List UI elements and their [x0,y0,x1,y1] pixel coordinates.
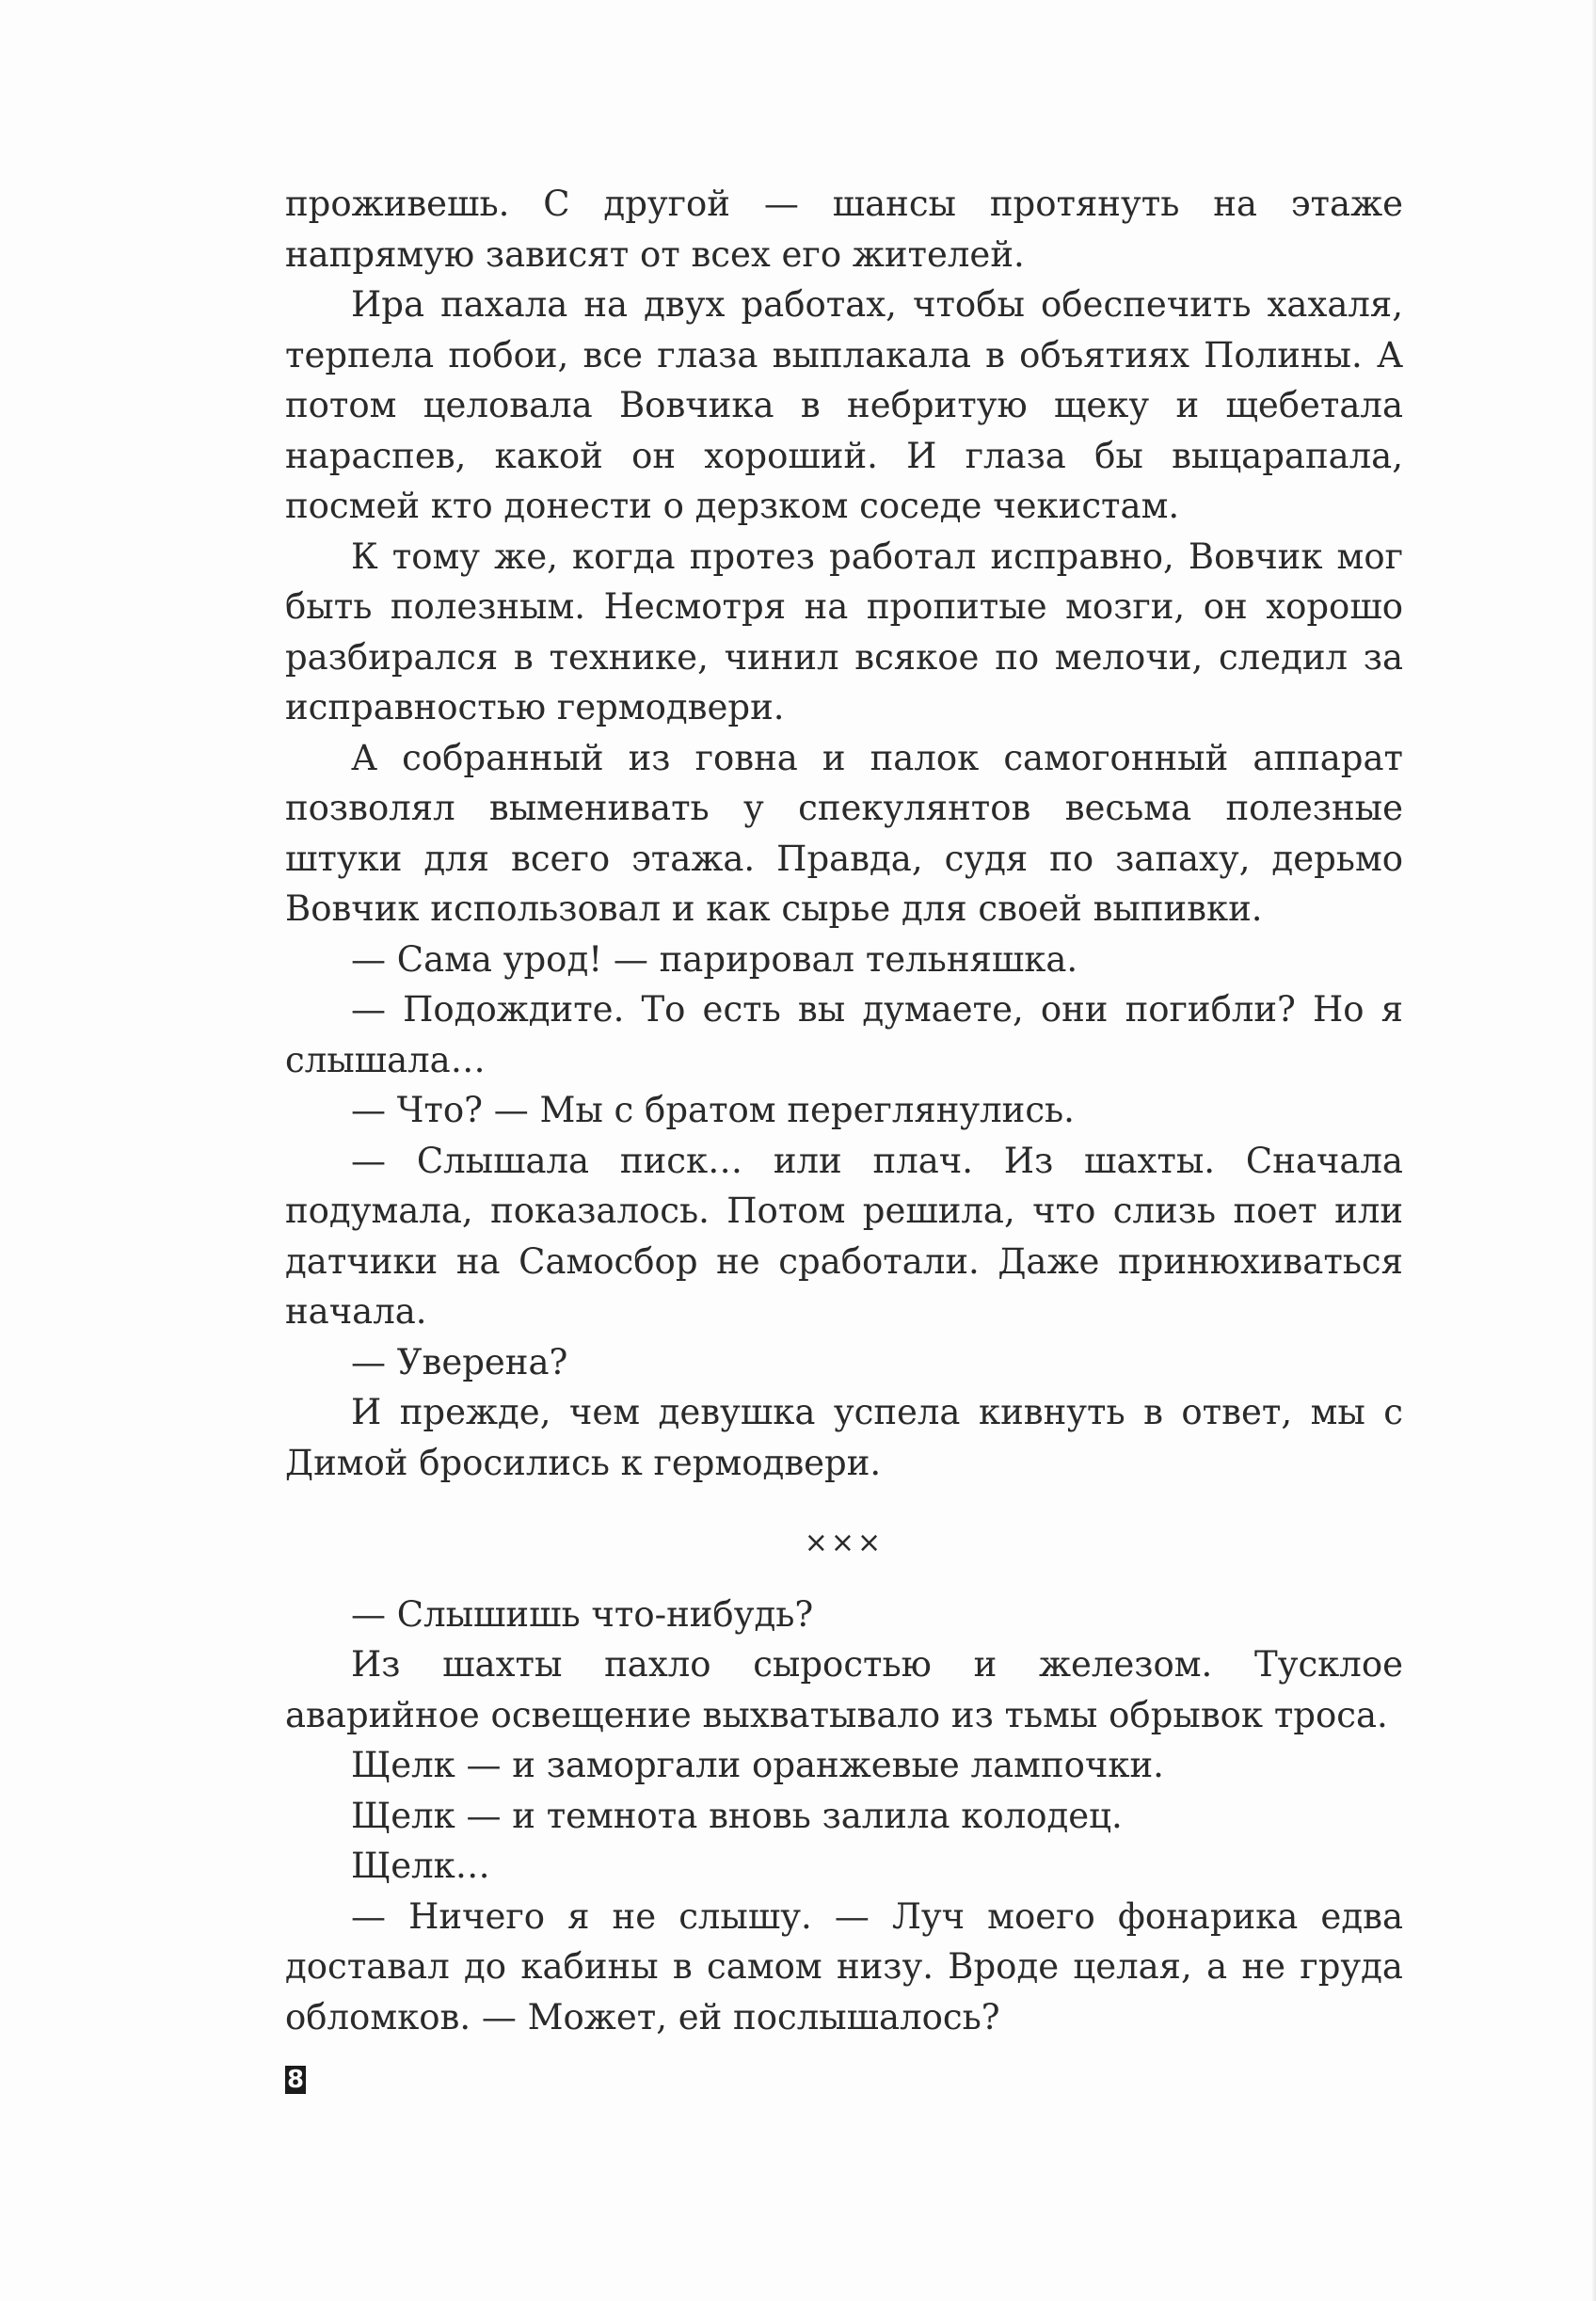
dialogue-line: — Что? — Мы с братом переглянулись. [351,1090,1075,1130]
page-edge [1592,0,1596,2301]
paragraph: И прежде, чем девушка успела кивнуть в ответ, мы с Димой бросились к гермодвери. [285,1392,1403,1483]
dialogue-line: — Уверена? [351,1341,568,1382]
paragraph: Из шахты пахло сыростью и железом. Тусклое аварийное освещение выхватывало из тьмы обрывок троса. [285,1644,1403,1735]
paragraph: Ира пахала на двух работах, чтобы обеспечить хахаля, терпела побои, все глаза выплакала в объятиях Полины. А потом целовала Вовчика в небритую щеку и щебетала нараспев, какой он хороший. И глаза бы выцарапала, посмей кто донести о дерзком соседе чекистам. [285,284,1403,526]
page-number: 8 [286,2066,305,2094]
dialogue-line: — Подождите. То есть вы думаете, они погибли? Но я слышала… [285,989,1403,1080]
dialogue-line: — Сама урод! — парировал тельняшка. [351,938,1078,980]
dialogue-line: — Слышала писк… или плач. Из шахты. Сначала подумала, показалось. Потом решила, что слизь поет или датчики на Самосбор не сработали. Даже принюхиваться начала. [285,1140,1403,1332]
section-break-marker: ××× [804,1526,885,1559]
paragraph: проживешь. С другой — шансы протянуть на этаже напрямую зависят от всех его жителей. [285,184,1403,275]
paragraph: Щелк… [351,1846,490,1886]
paragraph: Щелк — и заморгали оранжевые лампочки. [351,1745,1164,1785]
paragraph: А собранный из говна и палок самогонный аппарат позволял выменивать у спекулянтов весьма полезные штуки для всего этажа. Правда, судя по запаху, дерьмо Вовчик использовал и как сырье для своей выпивки. [285,737,1403,929]
paragraph: К тому же, когда протез работал исправно, Вовчик мог быть полезным. Несмотря на пропитые мозги, он хорошо разбирался в технике, чинил всякое по мелочи, следил за исправностью гермодвери. [285,535,1403,727]
dialogue-line: — Слышишь что-нибудь? [351,1593,814,1635]
dialogue-line: — Ничего я не слышу. — Луч моего фонарика едва доставал до кабины в самом низу. Вроде целая, а не груда обломков. — Может, ей послышалось? [285,1895,1403,2037]
page-body-text [285,179,1403,2042]
paragraph: Щелк — и темнота вновь залила колодец. [351,1795,1123,1836]
